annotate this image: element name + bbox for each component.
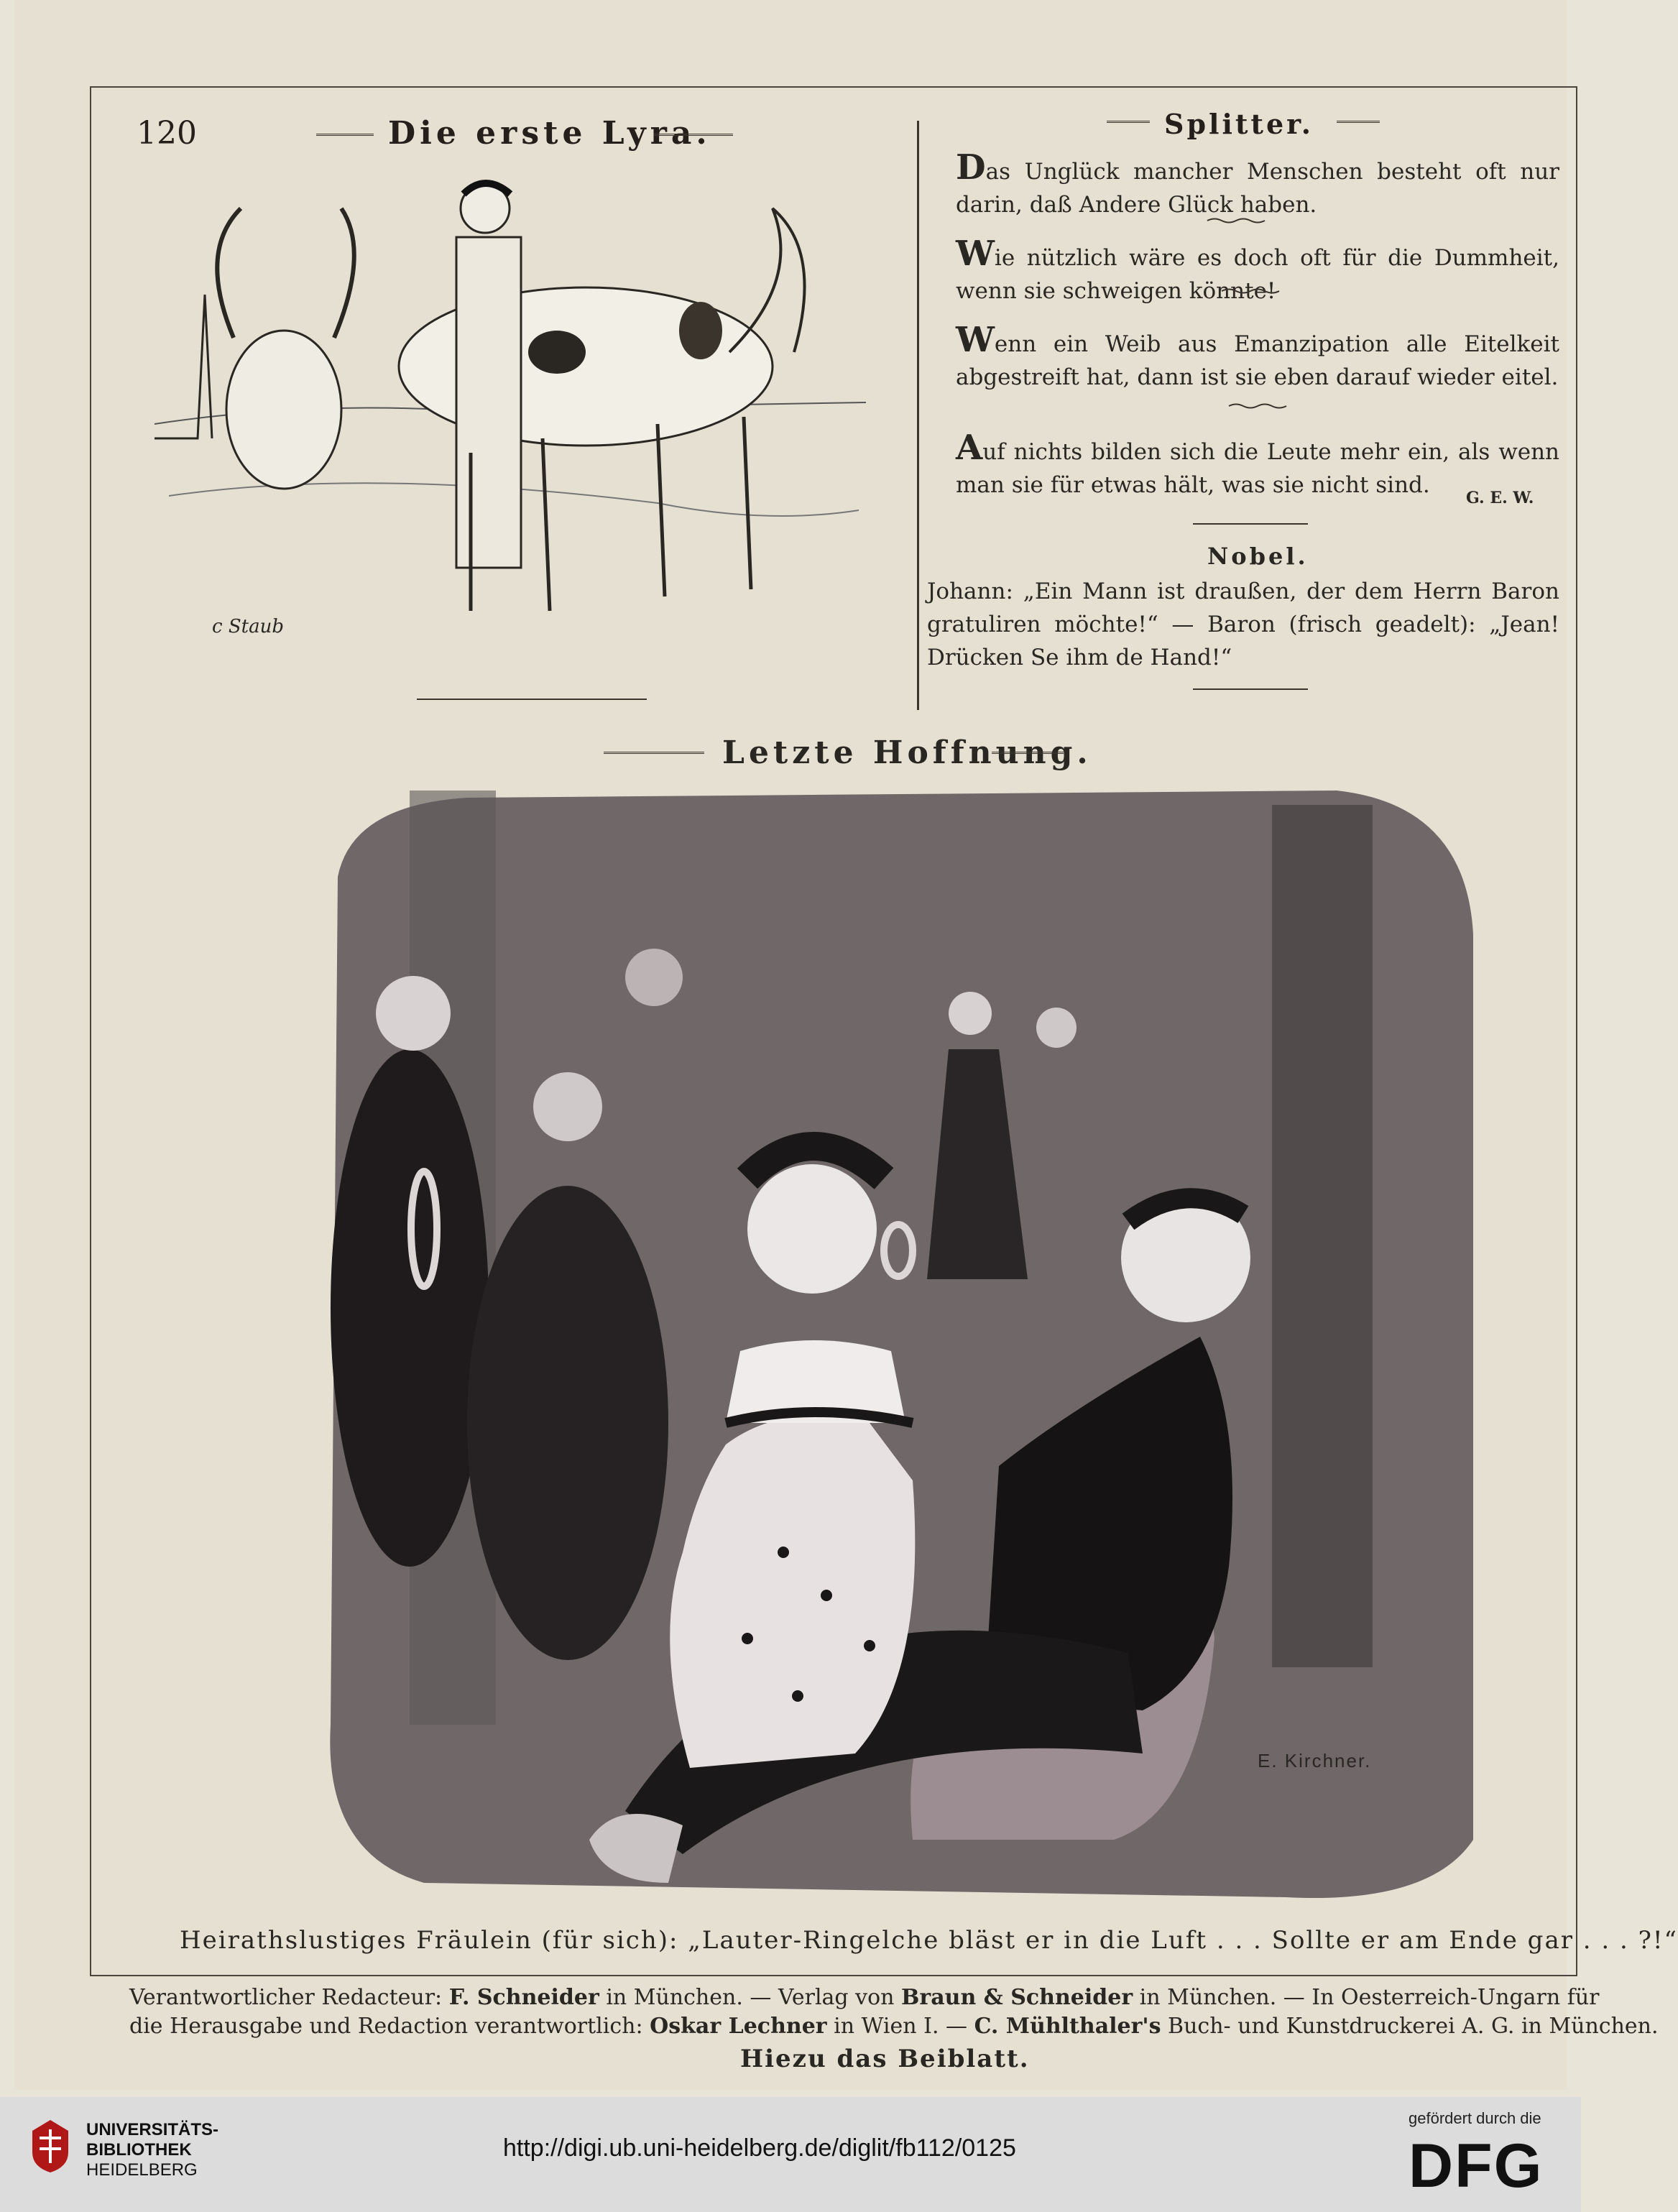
- artist-signature: E. Kirchner.: [1258, 1750, 1372, 1771]
- footer-editor-austria: Oskar Lechner: [650, 2014, 827, 2039]
- drop-cap: W: [956, 320, 995, 360]
- aphorism-text: ie nützlich wäre es doch oft für die Dummheit, wenn sie schweigen könnte!: [956, 245, 1559, 304]
- footer-text: Verantwortlicher Redacteur:: [129, 1985, 449, 2010]
- nobel-text: Johann: „Ein Mann ist draußen, der dem Herrn Baron gratuliren möchte!“ — Baron (frisch geadelt): „Jean! Drücken Se ihm de Hand!“: [927, 579, 1559, 670]
- rule: [1193, 523, 1308, 525]
- library-name-2: BIBLIOTHEK: [86, 2140, 192, 2160]
- footer-text: in München. — In Oesterreich-Ungarn für: [1133, 1985, 1600, 2010]
- footer-text: die Herausgabe und Redaction verantwortlich:: [129, 2014, 650, 2039]
- title-hoffnung: Letzte Hoffnung.: [722, 734, 1092, 771]
- illustration-lyra: [155, 165, 866, 640]
- dfg-logo: DFG: [1409, 2132, 1544, 2201]
- rule: [417, 699, 647, 700]
- footer-printer: C. Mühlthaler's: [974, 2014, 1161, 2039]
- ornament-left: [316, 134, 374, 140]
- aphorism-3: [956, 320, 1559, 394]
- footer-line-1: [129, 1983, 1600, 2012]
- title-lyra: Die erste Lyra.: [388, 115, 711, 152]
- funding-note: gefördert durch die: [1409, 2109, 1541, 2127]
- aphorism-text: enn ein Weib aus Emanzipation alle Eitelkeit abgestreift hat, dann ist sie eben darauf wieder eitel.: [956, 331, 1559, 390]
- source-url-link[interactable]: http://digi.ub.uni-heidelberg.de/diglit/fb112/0125: [503, 2134, 1016, 2162]
- column-divider: [917, 121, 919, 710]
- footer-text: in München. — Verlag von: [599, 1985, 902, 2010]
- footer-line-2: [129, 2012, 1659, 2041]
- footer-text: Buch- und Kunstdruckerei A. G. in München.: [1161, 2014, 1659, 2039]
- aphorism-2: [956, 234, 1559, 308]
- title-splitter: Splitter.: [1164, 108, 1314, 140]
- title-nobel: Nobel.: [1207, 543, 1309, 570]
- drop-cap: W: [956, 234, 995, 274]
- library-name-1: UNIVERSITÄTS-: [86, 2120, 219, 2139]
- beiblatt-note: Hiezu das Beiblatt.: [740, 2045, 1030, 2073]
- squiggle-divider: [1229, 402, 1286, 410]
- aphorism-1: [956, 147, 1559, 221]
- svg-text:c Staub: c Staub: [212, 616, 284, 637]
- ornament-hoffnung-left: [604, 752, 704, 758]
- ornament-splitter-left: [1107, 121, 1150, 127]
- squiggle-divider: [1222, 287, 1279, 295]
- drop-cap: A: [956, 428, 983, 468]
- footer-publisher: Braun & Schneider: [901, 1985, 1133, 2010]
- magazine-page: [14, 0, 1678, 2090]
- footer-editor: F. Schneider: [448, 1985, 599, 2010]
- rule: [1193, 688, 1308, 690]
- page-number: 120: [137, 115, 197, 152]
- drop-cap: D: [956, 147, 986, 188]
- library-name-3: HEIDELBERG: [86, 2160, 198, 2180]
- footer-text: in Wien I. —: [826, 2014, 974, 2039]
- ornament-hoffnung-right: [992, 752, 1064, 758]
- ornament-right: [654, 134, 733, 140]
- signature: G. E. W.: [1466, 489, 1534, 507]
- aphorism-text: uf nichts bilden sich die Leute mehr ein, als wenn man sie für etwas hält, was sie nicht sind.: [956, 439, 1559, 498]
- illustration-caption: Heirathslustiges Fräulein (für sich): „Lauter-Ringelche bläst er in die Luft . . . Sollte er am Ende gar . . . ?!“: [180, 1926, 1678, 1955]
- university-logo-icon: [29, 2116, 72, 2174]
- aphorism-text: as Unglück mancher Menschen besteht oft nur darin, daß Andere Glück haben.: [956, 159, 1559, 218]
- ornament-splitter-right: [1337, 121, 1380, 127]
- squiggle-divider: [1207, 217, 1265, 224]
